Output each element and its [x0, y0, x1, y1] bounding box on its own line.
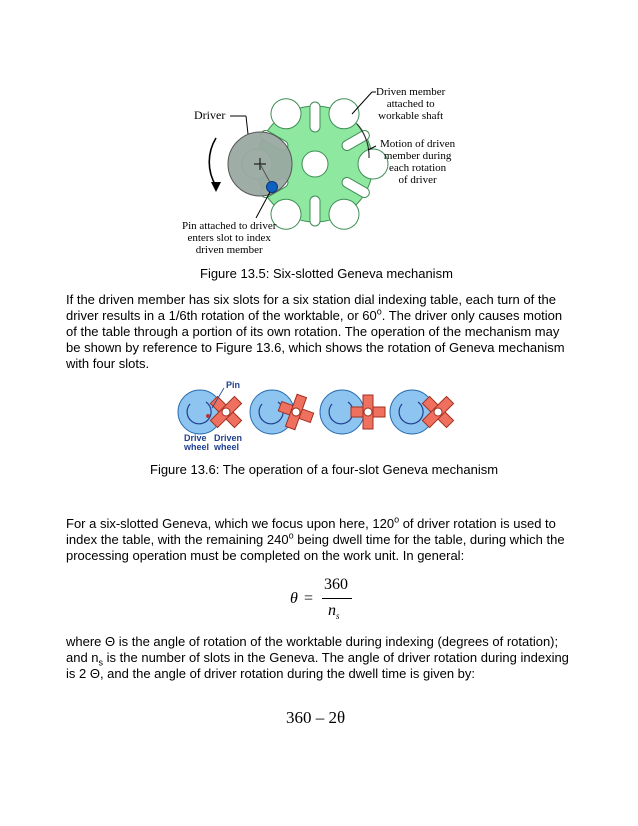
stage-4: [390, 388, 460, 436]
stage-1: [178, 388, 250, 436]
equation-denominator: $n_s$: [328, 602, 340, 622]
equation-numerator: 360: [324, 576, 348, 593]
drive-wheel-label: Drive wheel: [184, 433, 210, 452]
driven-member-label: Driven member attached to workable shaft: [376, 86, 446, 122]
equation-dwell: 360 – 2θ: [286, 708, 346, 727]
paragraph-2: For a six-slotted Geneva, which we focus upon here, 120$^o$ of driver rotation is used to index the table, with the remaining 240$^o$ being dwell time for the table, during which the processing operation must be completed on the work unit. In general:: [66, 514, 565, 563]
driver-pin: [267, 182, 278, 193]
equation-equals: =: [304, 590, 314, 607]
driver-rotation-arrow: [209, 138, 216, 186]
pin-label-fig2: Pin: [226, 380, 241, 390]
equation-theta: [290, 576, 360, 626]
stage-3: [320, 390, 385, 434]
figure-13-6-caption: Figure 13.6: The operation of a four-slot Geneva mechanism: [150, 462, 499, 477]
figure-13-5-caption: Figure 13.5: Six-slotted Geneva mechanism: [200, 266, 453, 281]
stage-2: [250, 390, 318, 434]
pin-label: Pin attached to driver enters slot to index driven member: [182, 220, 277, 256]
equation-lhs: θ: [290, 590, 298, 607]
motion-label: Motion of driven member during each rotation of driver: [380, 138, 456, 186]
fraction-bar: [322, 598, 352, 599]
paragraph-1: If the driven member has six slots for a six station dial indexing table, each turn of the driver results in a 1/6th rotation of the worktable, or 60$^o$. The driver only causes motion of the table through a portion of its own rotation. The operation of the mechanism may be shown by reference to Figure 13.6, which shows the rotation of Geneva mechanism with four slots.: [66, 292, 565, 371]
driver-wheel: [228, 132, 292, 196]
figure-six-slot-geneva: [150, 82, 480, 264]
figure-four-slot-geneva: [176, 378, 460, 454]
driven-wheel-label: Driven wheel: [214, 433, 243, 452]
driver-label: Driver: [194, 108, 226, 122]
paragraph-3: where Θ is the angle of rotation of the worktable during indexing (degrees of rotation); and $n_s$ is the number of slots in the Geneva. The angle of driver rotation during indexing is 2 Θ, and the angle of driver rotation during the dwell time is given by:: [66, 634, 569, 681]
